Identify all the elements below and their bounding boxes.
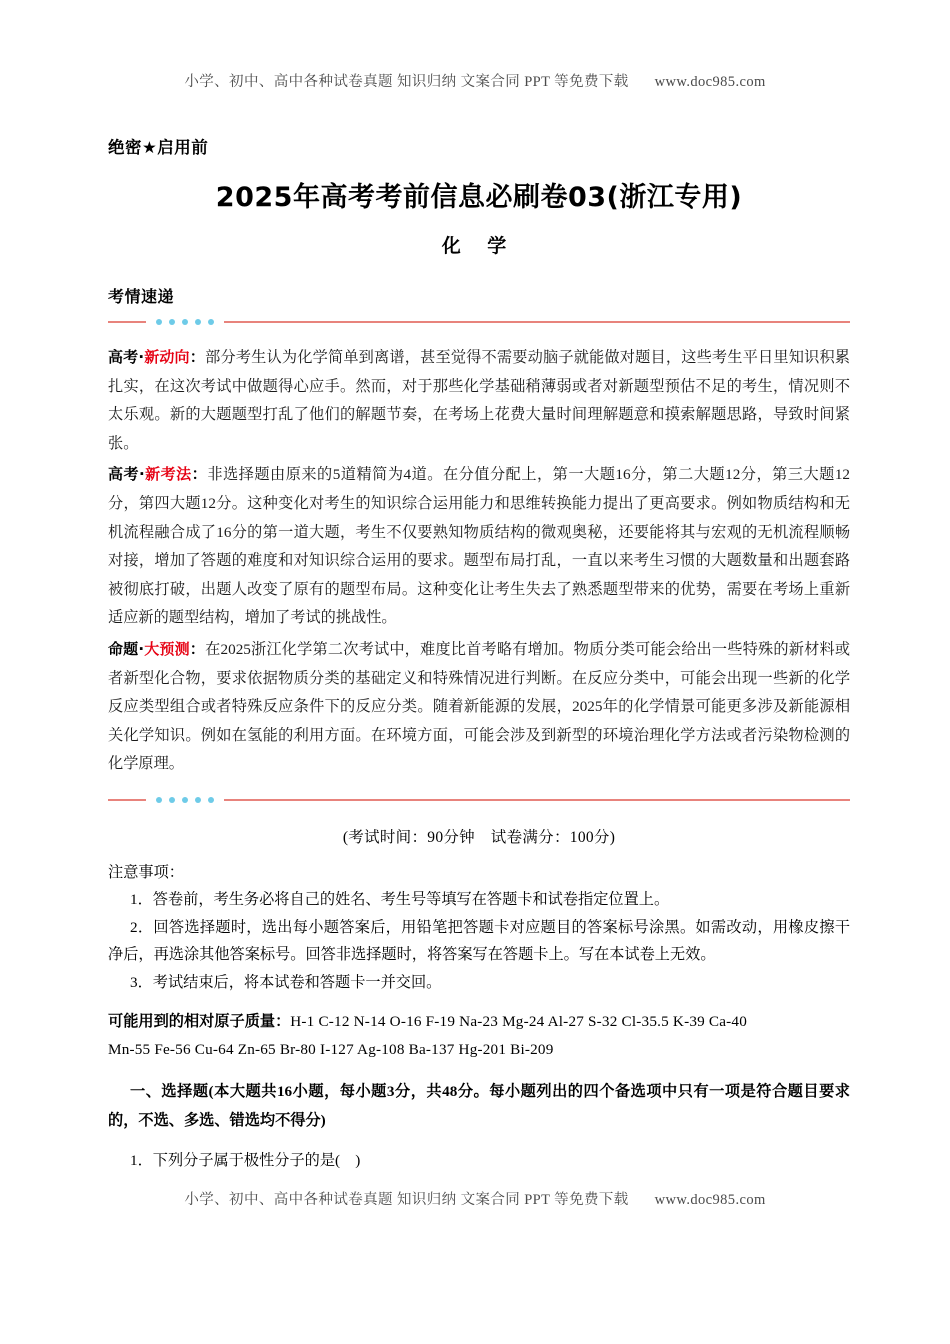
brief-body-text: 非选择题由原来的5道精简为4道。在分值分配上，第一大题16分，第二大题12分，第三大题12分，第四大题12分。这种变化对考生的知识综合运用能力和思维转换能力提出了更高要求。例如物质结构和无机流程融合成了16分的第一道大题，考生不仅要熟知物质结构的微观奥秘，还要能将其与宏观的无机流程顺畅对接，增加了答题的难度和对知识综合运用的要求。题型布局打乱，一直以来考生习惯的大题数量和出题套路被彻底打破，出题人改变了原有的题型布局。这种变化让考生失去了熟悉题型带来的优势，需要在考场上重新适应新的题型结构，增加了考试的挑战性。: [108, 466, 851, 627]
brief-heading: 考情速递: [108, 287, 175, 307]
watermark-footer-url: www.doc985.com: [654, 1192, 766, 1208]
divider-dots: [156, 319, 214, 325]
divider-dot-icon: [156, 797, 162, 803]
atomic-mass-label: 可能用到的相对原子质量：: [108, 1013, 291, 1030]
atomic-mass-line: [108, 1008, 850, 1036]
divider-dot-icon: [156, 319, 162, 325]
decorative-divider-top: [108, 315, 850, 329]
brief-label-highlight: 新动向: [144, 348, 190, 367]
brief-label-highlight: 新考法: [144, 465, 192, 484]
divider-dot-icon: [195, 319, 201, 325]
divider-dots: [156, 797, 214, 803]
divider-line-left: [108, 799, 146, 802]
divider-dot-icon: [169, 319, 175, 325]
brief-body-text: 在2025浙江化学第二次考试中，难度比首考略有增加。物质分类可能会给出一些特殊的新材料或者新型化合物，要求依据物质分类的基础定义和特殊情况进行判断。在反应分类中，可能会出现一些新的化学反应类型组合或者特殊反应条件下的反应分类。随着新能源的发展，2025年的化学情景可能更多涉及新能源相关化学知识。例如在氢能的利用方面。在环境方面，可能会涉及到新型的环境治理化学方法或者污染物检测的化学原理。: [108, 641, 851, 773]
atomic-mass-line-2: [108, 1036, 850, 1064]
brief-block: [108, 343, 850, 458]
question-item: 1．下列分子属于极性分子的是( ): [130, 1152, 361, 1169]
watermark-footer-text: 小学、初中、高中各种试卷真题 知识归纳 文案合同 PPT 等免费下载: [184, 1192, 629, 1208]
brief-label-prefix: 高考·: [108, 348, 145, 367]
divider-dot-icon: [182, 319, 188, 325]
divider-line-right: [224, 799, 850, 802]
notice-title: 注意事项：: [108, 864, 184, 881]
watermark-header: [0, 70, 950, 91]
divider-dot-icon: [208, 797, 214, 803]
brief-label-highlight: 大预测: [144, 640, 190, 659]
watermark-header-text: 小学、初中、高中各种试卷真题 知识归纳 文案合同 PPT 等免费下载: [184, 74, 629, 90]
divider-dot-icon: [169, 797, 175, 803]
brief-label-colon: ：: [191, 466, 208, 484]
brief-block: [108, 460, 850, 633]
brief-block: [108, 635, 850, 779]
secret-notice: 绝密★启用前: [108, 138, 209, 157]
brief-label-colon: ：: [189, 641, 206, 659]
divider-dot-icon: [195, 797, 201, 803]
subject-title: 化 学: [441, 235, 517, 258]
brief-body-text: 部分考生认为化学简单到离谱，甚至觉得不需要动脑子就能做对题目，这些考生平日里知识积累扎实，在这次考试中做题得心应手。然而，对于那些化学基础稍薄弱或者对新题型预估不足的考生，情况则不太乐观。新的大题题型打乱了他们的解题节奏，在考场上花费大量时间理解题意和摸索解题思路，导致时间紧张。: [108, 349, 850, 452]
atomic-mass-values-line1: H-1 C-12 N-14 O-16 F-19 Na-23 Mg-24 Al-27 S-32 Cl-35.5 K-39 Ca-40: [290, 1013, 748, 1030]
divider-line-left: [108, 321, 146, 324]
divider-dot-icon: [182, 797, 188, 803]
document-content: [108, 134, 850, 1175]
brief-label-prefix: 命题·: [108, 640, 145, 659]
brief-label-prefix: 高考·: [108, 465, 145, 484]
watermark-footer: [0, 1188, 950, 1209]
exam-info-line: (考试时间：90分钟 试卷满分：100分): [342, 829, 616, 846]
brief-label-colon: ：: [189, 349, 206, 367]
divider-line-right: [224, 321, 850, 324]
atomic-mass-values-line2: Mn-55 Fe-56 Cu-64 Zn-65 Br-80 I-127 Ag-108 Ba-137 Hg-201 Bi-209: [108, 1041, 554, 1058]
questions-section-title: 一、选择题(本大题共16小题，每小题3分，共48分。每小题列出的四个备选项中只有一项是符合题目要求的，不选、多选、错选均不得分): [108, 1083, 850, 1129]
notice-item: 2．回答选择题时，选出每小题答案后，用铅笔把答题卡对应题目的答案标号涂黑。如需改动，用橡皮擦干净后，再选涂其他答案标号。回答非选择题时，将答案写在答题卡上。写在本试卷上无效。: [108, 918, 850, 963]
page-title: 2025年高考考前信息必刷卷03(浙江专用): [215, 182, 743, 213]
divider-dot-icon: [208, 319, 214, 325]
watermark-header-url: www.doc985.com: [654, 74, 766, 90]
notice-item: 1．答卷前，考生务必将自己的姓名、考生号等填写在答题卡和试卷指定位置上。: [130, 891, 670, 908]
notice-item: 3．考试结束后，将本试卷和答题卡一并交回。: [130, 973, 442, 991]
decorative-divider-bottom: [108, 793, 850, 807]
